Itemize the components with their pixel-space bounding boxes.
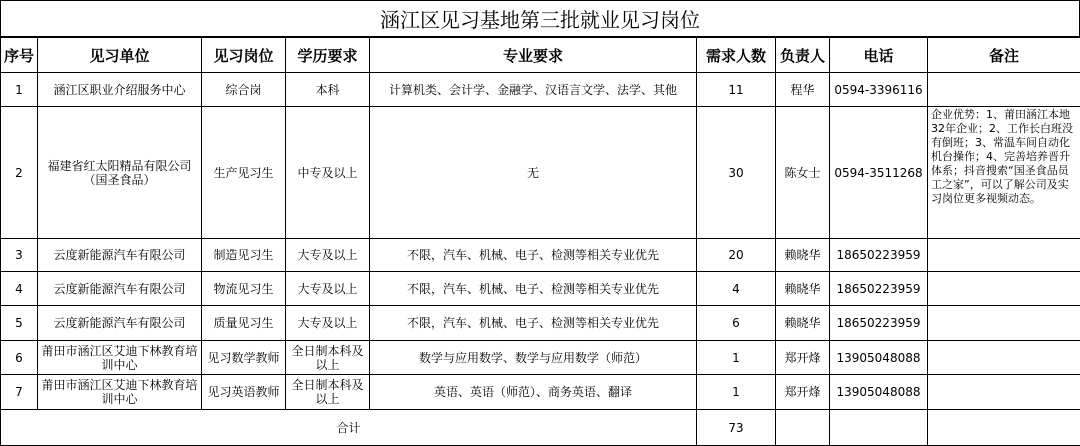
cell-no: 7 (1, 375, 38, 410)
cell-note (928, 341, 1080, 375)
cell-education: 大专及以上 (286, 272, 370, 306)
cell-no: 2 (1, 107, 38, 239)
total-label: 合计 (1, 410, 697, 446)
cell-phone: 13905048088 (830, 341, 928, 375)
cell-unit: 莆田市涵江区艾迪下林教育培训中心 (38, 341, 202, 375)
cell-post: 物流见习生 (202, 272, 286, 306)
cell-no: 6 (1, 341, 38, 375)
cell-unit: 莆田市涵江区艾迪下林教育培训中心 (38, 375, 202, 410)
cell-post: 综合岗 (202, 73, 286, 107)
header-row (1, 38, 1080, 73)
cell-note (928, 239, 1080, 272)
cell-education: 本科 (286, 73, 370, 107)
header-education: 学历要求 (286, 38, 370, 73)
cell-note (928, 306, 1080, 341)
cell-major: 计算机类、会计学、金融学、汉语言文学、法学、其他 (370, 73, 697, 107)
header-note: 备注 (928, 38, 1080, 73)
cell-phone: 0594-3511268 (830, 107, 928, 239)
header-no: 序号 (1, 38, 38, 73)
cell-no: 1 (1, 73, 38, 107)
cell-education: 中专及以上 (286, 107, 370, 239)
cell-post: 质量见习生 (202, 306, 286, 341)
cell-contact: 赖晓华 (776, 239, 830, 272)
cell-no: 3 (1, 239, 38, 272)
table-row (1, 73, 1080, 107)
cell-note (928, 73, 1080, 107)
cell-count: 11 (697, 73, 776, 107)
cell-count: 1 (697, 375, 776, 410)
cell-unit: 涵江区职业介绍服务中心 (38, 73, 202, 107)
cell-contact: 陈女士 (776, 107, 830, 239)
table-row (1, 272, 1080, 306)
table-row (1, 239, 1080, 272)
cell-count: 4 (697, 272, 776, 306)
cell-contact: 郑开烽 (776, 375, 830, 410)
cell-unit: 云度新能源汽车有限公司 (38, 239, 202, 272)
cell-phone: 0594-3396116 (830, 73, 928, 107)
cell-unit: 云度新能源汽车有限公司 (38, 306, 202, 341)
header-count: 需求人数 (697, 38, 776, 73)
header-contact: 负责人 (776, 38, 830, 73)
table-row (1, 341, 1080, 375)
header-unit: 见习单位 (38, 38, 202, 73)
cell-education: 全日制本科及以上 (286, 341, 370, 375)
cell-unit: 云度新能源汽车有限公司 (38, 272, 202, 306)
cell-count: 30 (697, 107, 776, 239)
cell-note: 企业优势：1、莆田涵江本地32年企业；2、工作长白班没有倒班；3、常温车间自动化机台操作；4、完善培养晋升体系；抖音搜索“国圣食品员工之家”，可以了解公司及实习岗位更多视频动态。 (928, 107, 1080, 239)
cell-count: 20 (697, 239, 776, 272)
cell-phone: 13905048088 (830, 375, 928, 410)
cell-education: 大专及以上 (286, 239, 370, 272)
cell-contact: 郑开烽 (776, 341, 830, 375)
cell-post: 见习英语教师 (202, 375, 286, 410)
cell-post: 生产见习生 (202, 107, 286, 239)
total-row (1, 410, 1080, 446)
total-count: 73 (697, 410, 776, 446)
positions-table (0, 37, 1080, 446)
cell-major: 英语、英语（师范）、商务英语、翻译 (370, 375, 697, 410)
cell-education: 大专及以上 (286, 306, 370, 341)
cell-education: 全日制本科及以上 (286, 375, 370, 410)
cell-phone: 18650223959 (830, 272, 928, 306)
cell-count: 1 (697, 341, 776, 375)
cell-count: 6 (697, 306, 776, 341)
cell-unit: 福建省红太阳精品有限公司（国圣食品） (38, 107, 202, 239)
table-row (1, 107, 1080, 239)
cell-major: 数学与应用数学、数学与应用数学（师范） (370, 341, 697, 375)
cell-major: 不限，汽车、机械、电子、检测等相关专业优先 (370, 306, 697, 341)
table-title: 涵江区见习基地第三批就业见习岗位 (0, 0, 1080, 37)
cell-post: 制造见习生 (202, 239, 286, 272)
total-empty (776, 410, 830, 446)
cell-note (928, 272, 1080, 306)
header-phone: 电话 (830, 38, 928, 73)
cell-note (928, 375, 1080, 410)
table-row (1, 375, 1080, 410)
total-empty (928, 410, 1080, 446)
cell-phone: 18650223959 (830, 306, 928, 341)
cell-major: 不限，汽车、机械、电子、检测等相关专业优先 (370, 272, 697, 306)
cell-phone: 18650223959 (830, 239, 928, 272)
cell-major: 不限，汽车、机械、电子、检测等相关专业优先 (370, 239, 697, 272)
cell-no: 4 (1, 272, 38, 306)
cell-post: 见习数学教师 (202, 341, 286, 375)
cell-major: 无 (370, 107, 697, 239)
header-major: 专业要求 (370, 38, 697, 73)
cell-contact: 程华 (776, 73, 830, 107)
header-post: 见习岗位 (202, 38, 286, 73)
cell-no: 5 (1, 306, 38, 341)
cell-contact: 赖晓华 (776, 306, 830, 341)
table-row (1, 306, 1080, 341)
total-empty (830, 410, 928, 446)
cell-contact: 赖晓华 (776, 272, 830, 306)
